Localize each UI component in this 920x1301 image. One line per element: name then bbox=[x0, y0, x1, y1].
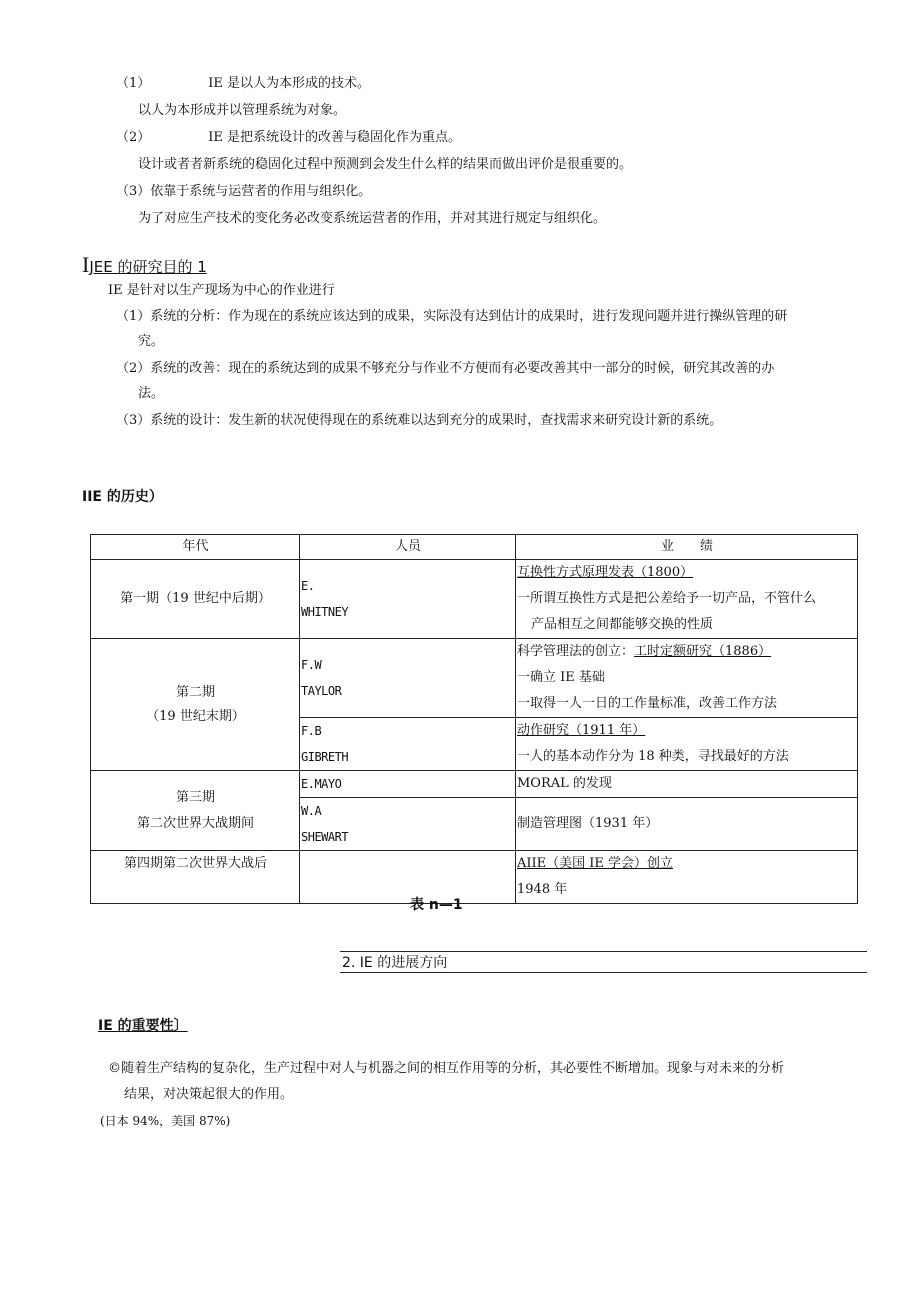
achievement-cell: AIIE（美国 IE 学会）创立 1948 年 bbox=[516, 851, 858, 904]
era-cell: 第一期（19 世纪中后期） bbox=[91, 560, 300, 639]
importance-line-1: ©随着生产结构的复杂化，生产过程中对人与机器之间的相互作用等的分析，其必要性不断增加。现象与对未来的分析 bbox=[108, 1061, 785, 1076]
achievement-cell: 互换性方式原理发表（1800） 一所谓互换性方式是把公差给予一切产品，不管什么 产品相互之间都能够交换的性质 bbox=[516, 560, 858, 639]
person-cell: W.A SHEWART bbox=[300, 798, 516, 851]
achievement-cell: 动作研究（1911 年） 一人的基本动作分为 18 种类，寻找最好的方法 bbox=[516, 718, 858, 771]
list-item-1: （1） IE 是以人为本形成的技术。 bbox=[116, 76, 371, 91]
section-rule-top bbox=[340, 951, 867, 952]
importance-heading: IE 的重要性〕 bbox=[98, 1018, 188, 1034]
table-header-row bbox=[91, 535, 858, 560]
list-item-3: （3）依靠于系统与运营者的作用与组织化。 bbox=[116, 184, 372, 199]
history-heading: IIE 的历史） bbox=[82, 489, 163, 505]
header-person: 人员 bbox=[300, 535, 516, 560]
list-item-2-detail: 设计或者者新系统的稳固化过程中预测到会发生什么样的结果而做出评价是很重要的。 bbox=[138, 157, 633, 172]
header-era: 年代 bbox=[91, 535, 300, 560]
person-cell bbox=[300, 851, 516, 904]
purpose-item-3: （3）系统的设计：发生新的状况使得现在的系统难以达到充分的成果时，查找需求来研究设计新的系统。 bbox=[116, 413, 723, 428]
person-cell: F.W TAYLOR bbox=[300, 639, 516, 718]
section-2-title: 2. IE 的进展方向 bbox=[342, 955, 448, 971]
person-cell: F.B GIBRETH bbox=[300, 718, 516, 771]
list-item-2: （2） IE 是把系统设计的改善与稳固化作为重点。 bbox=[116, 130, 462, 145]
person-cell: E. WHITNEY bbox=[300, 560, 516, 639]
table-row bbox=[91, 771, 858, 798]
table-row bbox=[91, 560, 858, 639]
achievement-cell: 科学管理法的创立：工时定额研究（1886） 一确立 IE 基础 一取得一人一日的工作量标准，改善工作方法 bbox=[516, 639, 858, 718]
list-item-3-detail: 为了对应生产技术的变化务必改变系统运营者的作用，并对其进行规定与组织化。 bbox=[138, 211, 607, 226]
purpose-item-2-cont: 法。 bbox=[138, 386, 165, 401]
achievement-cell: MORAL 的发现 bbox=[516, 771, 858, 798]
era-cell: 第二期 （19 世纪末期） bbox=[91, 639, 300, 771]
table-caption: 表 n—1 bbox=[410, 897, 463, 913]
person-cell: E.MAYO bbox=[300, 771, 516, 798]
table-row bbox=[91, 639, 858, 718]
section-rule-bottom bbox=[340, 972, 867, 973]
era-cell: 第三期 第二次世界大战期间 bbox=[91, 771, 300, 851]
header-achievement: 业 绩 bbox=[516, 535, 858, 560]
importance-stats: (日本 94%，美国 87%) bbox=[100, 1114, 231, 1128]
purpose-item-2: （2）系统的改善：现在的系统达到的成果不够充分与作业不方便而有必要改善其中一部分的时候，研究其改善的办 bbox=[116, 361, 775, 376]
history-table bbox=[90, 534, 858, 904]
table-row bbox=[91, 851, 858, 904]
list-item-1-detail: 以人为本形成并以管理系统为对象。 bbox=[138, 103, 347, 118]
achievement-cell: 制造管理图（1931 年） bbox=[516, 798, 858, 851]
purpose-item-1: （1）系统的分析：作为现在的系统应该达到的成果，实际没有达到估计的成果时，进行发现问题并进行操纵管理的研 bbox=[116, 309, 788, 324]
era-cell: 第四期第二次世界大战后 bbox=[91, 851, 300, 904]
purpose-heading: IJEE 的研究目的 1 bbox=[82, 252, 207, 277]
importance-line-2: 结果，对决策起很大的作用。 bbox=[124, 1087, 294, 1102]
purpose-item-1-cont: 究。 bbox=[138, 334, 165, 349]
purpose-intro: IE 是针对以生产现场为中心的作业进行 bbox=[108, 283, 335, 298]
